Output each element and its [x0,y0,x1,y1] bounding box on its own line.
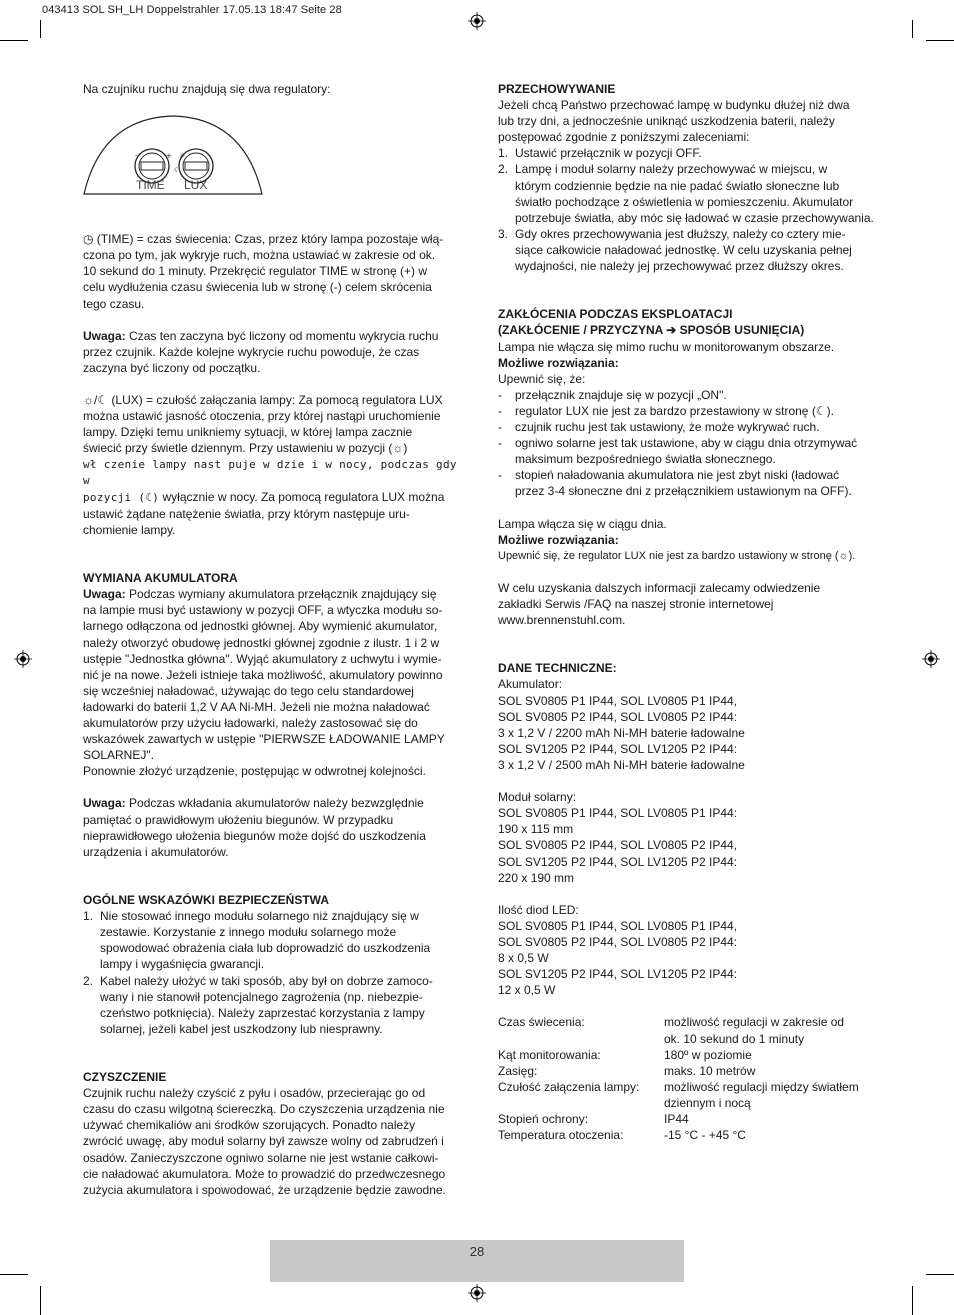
tech-leds [498,902,878,999]
spec-value: możliwość regulacji między światłem [664,1079,859,1094]
text-line: ogniwo solarne jest tak ustawione, aby w ciągu dnia otrzymywać [515,436,858,451]
text-line: przez 3-4 słoneczne dni z przełącznikiem ustawionym na OFF). [515,484,852,499]
text-line: Kabel należy ułożyć w taki sposób, aby był on dobrze zamoco- [100,973,433,988]
list-dash: - [498,419,502,434]
spec-value: możliwość regulacji w zakresie od [664,1015,845,1030]
spec-row [498,1047,878,1063]
crop-mark [912,20,913,38]
text-line: SOL SV0805 P1 IP44, SOL LV0805 P1 IP44: [498,806,738,821]
text-line: ustępie "Jednostka główna". Wyjąć akumulatory z uchwytu i wymie- [83,651,442,666]
text-line: SOLARNEJ". [83,748,154,763]
text-line: 8 x 0,5 W [498,951,549,966]
sensor-housing [84,116,262,194]
text-line: wyłącznie w nocy. Za pomocą regulatora LUX można [159,489,445,504]
text-line: tego czasu. [83,296,145,311]
lux-description [83,392,463,538]
text-line: używać chemikaliów ani środków szorujących. Ponadto należy [83,1118,416,1133]
spec-key: Stopień ochrony: [498,1112,589,1126]
battery-section [83,586,463,779]
spec-value: ok. 10 sekund do 1 minuty [664,1031,805,1046]
print-header: 043413 SOL SH_LH Doppelstrahler 17.05.13 18:47 Seite 28 [42,4,342,16]
spec-row [498,1063,878,1079]
note-time [83,328,463,376]
list-item [498,435,878,467]
crop-mark [0,40,28,41]
text-line: 3 x 1,2 V / 2200 mAh Ni-MH baterie ładowalne [498,725,745,740]
text-line: czujnik ruchu jest tak ustawiony, że może wykrywać ruch. [515,419,820,434]
text-line: siące całkowicie naładować jednostkę. W celu uzyskania pełnej [515,242,852,257]
list-item [498,145,878,161]
safety-list [83,908,463,1037]
text-line: larnego odłączona od jednostki głównej. Aby wymienić akumulator, [83,619,438,634]
registration-mark-icon [468,1284,486,1302]
text-line: nić je na nowe. Jeżeli istnieje taka możliwość, akumulatory powinno [83,667,443,682]
spec-value: maks. 10 metrów [664,1063,756,1078]
list-dash: - [498,468,502,483]
text-line: akumulatorów przy użyciu ładowarki, należy zastosować się do [83,716,418,730]
spec-key: Zasięg: [498,1063,538,1078]
troubleshooting-subheading: (ZAKŁÓCENIE / PRZYCZYNA ➔ SPOSÓB USUNIĘCIA) [498,323,805,338]
registration-mark-icon [14,650,32,668]
text-line: lampy i wygaśnięcia gwarancji. [100,957,265,972]
text-line: się wcześniej naładować, używając do tego celu standardowej [83,683,414,698]
time-dial-label: TIME [136,178,165,192]
crop-mark [40,20,41,38]
storage-heading: PRZECHOWYWANIE [498,82,616,96]
spec-value: IP44 [664,1112,689,1126]
text-line: regulator LUX nie jest za bardzo przestawiony w stronę (☾). [515,403,834,418]
spec-table [498,1014,878,1143]
storage-list [498,145,878,274]
spec-row [498,1014,878,1046]
tech-solar-module [498,789,878,886]
text-line: celu wydłużenia czasu świecenia lub w stronę (-) celem skrócenia [83,280,432,295]
spec-row [498,1111,878,1127]
text-line: przez czujnik. Każde kolejne wykrycie ruchu powoduje, że czas [83,344,420,359]
spec-key: Kąt monitorowania: [498,1047,601,1062]
text-line: SOL SV0805 P2 IP44, SOL LV0805 P2 IP44: [498,934,738,949]
text-line: 12 x 0,5 W [498,983,556,998]
crop-mark [926,1274,954,1275]
page-number: 28 [469,1244,485,1259]
text-line: 190 x 115 mm [498,822,574,837]
text-line: którym codziennie będzie na nie padać światło słoneczne lub [515,178,840,193]
problem-text: Lampa włącza się w ciągu dnia. [498,516,667,531]
text-line: SOL SV0805 P1 IP44, SOL LV0805 P1 IP44, [498,693,738,708]
cleaning-section [83,1085,463,1198]
text-line: czeństwo potknięcia). Należy zaprzestać korzystania z lampy [100,1005,425,1020]
cleaning-heading: CZYSZCZENIE [83,1070,167,1085]
spec-key: Czułość załączenia lampy: [498,1079,640,1094]
text-line: 3 x 1,2 V / 2500 mAh Ni-MH baterie ładowalne [498,757,745,772]
list-item [498,467,878,499]
problem-text: Lampa nie włącza się mimo ruchu w monitorowanym obszarze. [498,339,835,354]
svg-text:-: - [135,152,138,160]
check-list [498,387,878,500]
tech-data-heading: DANE TECHNICZNE: [498,661,617,676]
text-line: SOL SV1205 P2 IP44, SOL LV1205 P2 IP44: [498,854,738,869]
note-label: Uwaga: [83,587,126,602]
text-line: wskazówek zawartych w ustępie "PIERWSZE ŁADOWANIE LAMPY [83,732,445,747]
crop-mark [912,1286,913,1315]
text-line: Ustawić przełącznik w pozycji OFF. [515,146,702,161]
time-description [83,231,463,311]
text-line: stopień naładowania akumulatora nie jest zbyt niski (ładować [515,468,840,483]
spec-key: Temperatura otoczenia: [498,1128,624,1143]
text-line: spowodować obrażenia ciała lub doprowadzić do uszkodzenia [100,941,431,956]
list-number: 3. [498,226,509,241]
spec-value: 180º w poziomie [664,1047,752,1062]
battery-heading: WYMIANA AKUMULATORA [83,571,238,586]
text-line: cie naładować akumulatora. Może to prowadzić do przedwczesnego [83,1166,446,1181]
solutions-label: Możliwe rozwiązania: [498,532,619,547]
text-line: W celu uzyskania dalszych informacji zalecamy odwiedzenie [498,580,821,595]
text-line: Czujnik ruchu należy czyścić z pyłu i osadów, przecierając go od [83,1086,426,1101]
spec-value: -15 °C - +45 °C [664,1128,746,1143]
text-line: SOL SV0805 P2 IP44, SOL LV0805 P2 IP44: [498,709,738,724]
text-line: przełącznik znajduje się w pozycji „ON". [515,387,727,402]
text-line: Nie stosować innego modułu solarnego niż znajdujący się w [100,909,419,924]
spec-value: dziennym i nocą [664,1095,751,1110]
list-item [498,387,878,403]
text-line: ustawić żądane natężenie światła, przy którym następuje uru- [83,506,410,521]
text-line: Podczas wymiany akumulatora przełącznik znajdujący się [125,587,437,602]
text-line: SOL SV0805 P1 IP44, SOL LV0805 P1 IP44, [498,918,738,933]
text-line: maksimum bezpośredniego światła słonecznego. [515,452,776,467]
note-label: Uwaga: [83,328,126,343]
text-line: pozycji (☾) [83,490,160,504]
crop-mark [40,1286,41,1315]
solution-text: Upewnić się, że regulator LUX nie jest za bardzo ustawiony w stronę (☼). [498,549,856,562]
text-line: Podczas wkładania akumulatorów należy bezwzględnie [125,796,424,811]
text-line: należy otworzyć obudowę jednostki głównej zgodnie z ilustr. 1 i 2 w [83,635,440,650]
crop-mark [0,1274,28,1275]
crop-mark [926,40,954,41]
text-line: osadów. Zanieczyszczone ogniwo solarne nie jest wstanie całkowi- [83,1150,439,1165]
text-line: Jeżeli chcą Państwo przechować lampę w budynku dłużej niż dwa [498,98,850,113]
text-line: pamiętać o prawidłowym ułożeniu biegunów. W przypadku [83,812,394,827]
text-line: zakładki Serwis /FAQ na naszej stronie internetowej [498,597,774,611]
svg-text:☾: ☾ [174,166,181,174]
text-line: na lampie musi być ustawiony w pozycji OFF, a wtyczka modułu so- [83,603,443,618]
text-line: zaczyna być liczony od początku. [83,360,261,375]
text-line: można ustawić jasność otoczenia, przy której nastąpi uruchomienie [83,409,441,424]
text-line: lub trzy dni, a jednocześnie uniknąć uszkodzenia baterii, należy [498,114,835,129]
solutions-label: Możliwe rozwiązania: [498,355,619,370]
text-line: lampy. Dzięki temu unikniemy sytuacji, w której lampa zacznie [83,425,413,440]
text-line: postępować zgodnie z poniższymi zaleceniami: [498,130,750,145]
list-number: 1. [83,909,94,924]
list-dash: - [498,403,502,418]
text-line: 10 sekund do 1 minuty. Przekręcić regulator TIME w stronę (+) w [83,264,428,279]
text-line: ☼/☾ (LUX) = czułość załączania lampy: Za pomocą regulatora LUX [83,393,443,408]
text-line: solarnej, jeżeli kabel jest uszkodzony lub niesprawny. [100,1021,383,1036]
list-item [498,161,878,225]
text-line: wany i nie stanowił potencjalnego zagrożenia (np. niebezpie- [100,989,423,1004]
list-item [83,973,463,1037]
list-item [498,419,878,435]
svg-text:☼: ☼ [179,152,186,160]
text-line: czasu do czasu wilgotną ściereczką. Do czyszczenia urządzenia nie [83,1102,445,1117]
note-label: Uwaga: [83,796,126,811]
text-line: SOL SV1205 P2 IP44, SOL LV1205 P2 IP44: [498,741,738,756]
left-column [83,81,463,1198]
text-line: ładowarki do baterii 1,2 V AA Ni-MH. Jeżeli nie można naładować [83,699,430,714]
text-line: światło pochodzące z oświetlenia w pomieszczeniu. Akumulator [515,194,854,209]
text-line: ◷ (TIME) = czas świecenia: Czas, przez który lampa pozostaje włą- [83,232,444,247]
list-number: 2. [83,973,94,988]
note-polarity [83,795,463,859]
text-line: czona po tym, jak wykryje ruch, można ustawiać w zakresie od ok. [83,248,436,263]
text-line: Ponownie złożyć urządzenie, postępując w odwrotnej kolejności. [83,764,426,779]
registration-mark-icon [922,650,940,668]
text-line: świecić przy świetle dziennym. Przy ustawieniu w pozycji (☼) [83,441,408,456]
text-line: zestawie. Korzystanie z innego modułu solarnego może [100,925,397,940]
right-column [498,81,878,1143]
spec-key: Czas świecenia: [498,1015,585,1030]
list-number: 1. [498,146,509,161]
text-line: potrzebuje światła, aby móc się ładować w czasie przechowywania. [515,210,874,225]
registration-mark-icon [468,12,486,30]
list-number: 2. [498,162,509,177]
list-dash: - [498,387,502,402]
website-link[interactable]: www.brennenstuhl.com. [498,613,626,628]
sensor-intro: Na czujniku ruchu znajdują się dwa regulatory: [83,82,331,96]
text-line: chomienie lampy. [83,522,176,537]
spec-row [498,1127,878,1143]
text-line: nieprawidłowego ułożenia biegunów może dojść do uszkodzenia [83,828,426,843]
text-line: Lampę i moduł solarny należy przechowywać w miejscu, w [515,162,828,177]
text-line: 220 x 190 mm [498,870,575,885]
safety-heading: OGÓLNE WSKAZÓWKI BEZPIECZEŃSTWA [83,893,329,908]
text-line: Moduł solarny: [498,790,577,805]
motion-sensor-diagram [82,114,264,198]
list-item [498,226,878,274]
text-line: Akumulator: [498,677,563,692]
page-footer-bar [270,1240,684,1282]
text-line: Ilość diod LED: [498,902,579,917]
text-line: Upewnić się, że: [498,371,586,386]
spec-row [498,1079,878,1111]
text-line: SOL SV1205 P2 IP44, SOL LV1205 P2 IP44: [498,967,738,982]
list-item [498,403,878,419]
text-line: urządzenia i akumulatorów. [83,844,229,859]
list-dash: - [498,436,502,451]
list-item [83,908,463,972]
text-line: wł czenie lampy nast puje w dzie i w nocy, podczas gdy w [83,457,457,487]
troubleshooting-heading: ZAKŁÓCENIA PODCZAS EKSPLOATACJI [498,307,733,322]
lux-dial-label: LUX [184,178,208,192]
svg-text:+: + [166,152,172,160]
text-line: zużycia akumulatora i spowodować, że urządzenie będzie zawodne. [83,1182,446,1197]
text-line: SOL SV0805 P2 IP44, SOL LV0805 P2 IP44, [498,838,738,853]
text-line: wydajności, nie należy jej przechowywać przez dłuższy okres. [515,259,844,274]
text-line: Czas ten zaczyna być liczony od momentu wykrycia ruchu [125,328,439,343]
text-line: zwrócić uwagę, aby moduł solarny był zawsze wolny od zabrudzeń i [83,1134,444,1149]
text-line: Gdy okres przechowywania jest dłuższy, należy co cztery mie- [515,226,846,241]
tech-battery [498,676,878,773]
